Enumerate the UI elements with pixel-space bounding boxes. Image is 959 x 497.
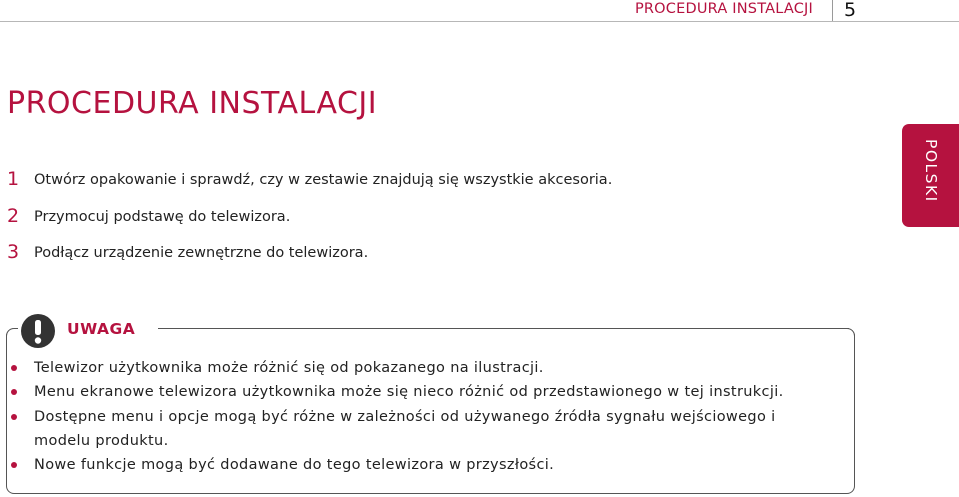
note-label: UWAGA [67, 320, 141, 338]
note-box-corner-left [6, 328, 18, 340]
note-box-top-line [158, 328, 849, 329]
step-text: Otwórz opakowanie i sprawdź, czy w zestawie znajdują się wszystkie akcesoria. [34, 172, 613, 188]
language-tab-label: POLSKI [922, 139, 940, 203]
step-item [7, 168, 612, 205]
running-header [0, 0, 959, 22]
step-number: 2 [7, 204, 20, 227]
note-item-text: Menu ekranowe telewizora użytkownika może się nieco różnić od przedstawionego w tej instrukcji. [34, 384, 784, 401]
note-item-text: Nowe funkcje mogą być dodawane do tego telewizora w przyszłości. [34, 457, 555, 474]
step-item [7, 241, 612, 278]
bullet-icon [11, 365, 17, 371]
step-number: 3 [7, 241, 20, 263]
note-box-corner-right [843, 328, 855, 340]
note-item-text: Telewizor użytkownika może różnić się od pokazanego na ilustracji. [34, 360, 544, 376]
page-title: PROCEDURA INSTALACJI [7, 86, 378, 121]
header-section-title: PROCEDURA INSTALACJI [634, 1, 813, 17]
step-text: Podłącz urządzenie zewnętrzne do telewizora. [34, 245, 369, 261]
header-rule [0, 21, 959, 22]
note-item [8, 453, 828, 477]
exclamation-icon [19, 312, 57, 350]
bullet-icon [11, 389, 17, 395]
note-item [8, 356, 828, 380]
installation-steps [7, 168, 612, 278]
step-number: 1 [7, 168, 20, 190]
language-tab [902, 124, 959, 227]
step-text: Przymocuj podstawę do telewizora. [34, 208, 291, 225]
step-item [7, 205, 612, 242]
note-item-text: Dostępne menu i opcje mogą być różne w zależności od używanego źródła sygnału wejściowego i modelu produktu. [34, 408, 776, 449]
header-divider [832, 0, 833, 22]
note-item [8, 380, 828, 404]
bullet-icon [11, 414, 17, 420]
page-number: 5 [844, 0, 857, 21]
note-item [8, 405, 828, 454]
bullet-icon [11, 462, 17, 468]
note-list [8, 356, 828, 477]
